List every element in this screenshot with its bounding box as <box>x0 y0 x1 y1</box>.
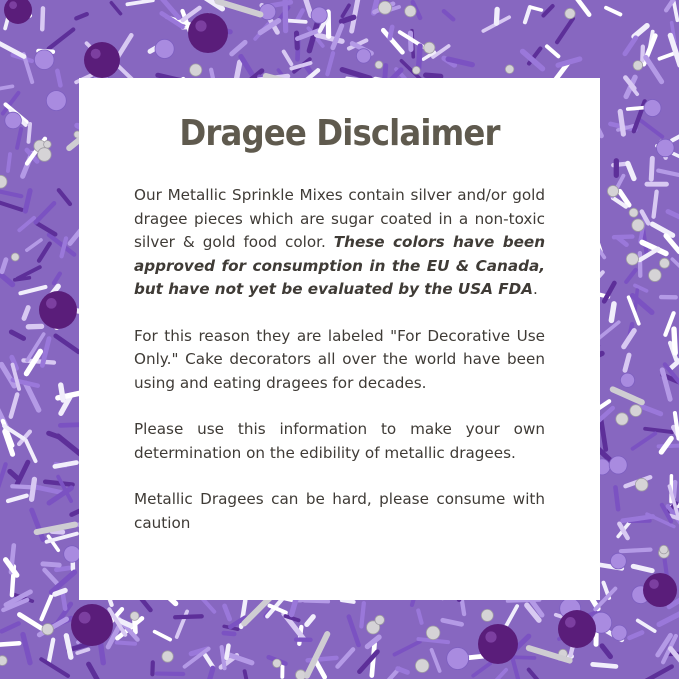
sprinkle-jimmy <box>615 487 618 509</box>
paragraph-metallic-mixes <box>134 184 545 302</box>
sprinkle-jimmy <box>664 558 666 575</box>
disclaimer-card <box>79 78 600 600</box>
sprinkle-jimmy <box>227 646 229 658</box>
sprinkle-jimmy <box>61 385 63 400</box>
purple-dragee-highlight <box>46 298 57 309</box>
purple-dragee-highlight <box>9 1 17 9</box>
silver-dragee <box>190 64 202 76</box>
purple-dragee <box>478 624 518 664</box>
silver-dragee <box>660 545 669 554</box>
sprinkle-jimmy <box>651 158 652 179</box>
lavender-pearl <box>155 39 174 58</box>
sprinkle-jimmy <box>654 192 657 217</box>
silver-dragee <box>424 42 435 53</box>
approval-emphasis: These colors have been approved for consumption in the EU & Canada, but have not yet be evaluated by the USA FDA <box>134 233 546 298</box>
purple-dragee-highlight <box>485 631 496 642</box>
paragraph-edibility: Please use this information to make your own determination on the edibility of metallic dragees. <box>134 420 545 462</box>
sprinkle-jimmy <box>418 46 420 69</box>
sprinkle-jimmy <box>620 112 623 135</box>
silver-dragee <box>11 253 19 261</box>
lavender-pearl <box>644 100 661 117</box>
paragraph-decorative-use: For this reason they are labeled "For Decorative Use Only." Cake decorators all over the world have been using and eating dragees for decades. <box>134 326 545 392</box>
lavender-pearl <box>620 373 634 387</box>
lavender-pearl <box>609 456 627 474</box>
sprinkle-jimmy <box>224 633 234 634</box>
silver-dragee <box>505 65 514 74</box>
silver-dragee <box>0 656 7 666</box>
sprinkle-jimmy <box>15 278 29 280</box>
sprinkle-jimmy <box>0 643 19 645</box>
sprinkle-jimmy <box>621 550 651 552</box>
paragraph-metallic-mixes-text: Our Metallic Sprinkle Mixes contain silver and/or gold dragee pieces which are sugar coated in a non-toxic silver & gold food color. <box>134 186 545 251</box>
lavender-pearl <box>356 49 370 63</box>
purple-dragee <box>84 42 120 78</box>
sprinkle-jimmy <box>43 564 59 565</box>
silver-dragee <box>635 478 648 491</box>
silver-dragee <box>412 66 420 74</box>
purple-dragee-highlight <box>195 20 206 31</box>
lavender-pearl <box>657 139 675 157</box>
purple-dragee <box>643 573 677 607</box>
silver-dragee <box>481 609 493 621</box>
disclaimer-title: Dragee Disclaimer <box>179 113 500 154</box>
sprinkle-jimmy <box>29 124 31 142</box>
silver-dragee <box>616 413 628 425</box>
lavender-pearl <box>64 546 81 563</box>
silver-dragee <box>130 612 139 621</box>
sprinkle-jimmy <box>611 304 614 320</box>
silver-dragee <box>649 269 662 282</box>
sprinkle-jimmy <box>56 568 69 570</box>
sprinkle-jimmy <box>62 592 65 609</box>
silver-dragee <box>626 253 638 265</box>
sprinkle-jimmy <box>390 27 392 38</box>
paragraph-end-period: . <box>532 280 538 298</box>
sprinkle-jimmy <box>245 671 247 679</box>
sprinkle-jimmy <box>361 603 363 626</box>
sprinkle-jimmy <box>45 482 72 485</box>
paragraph-caution: Metallic Dragees can be hard, please consume with caution <box>134 490 545 532</box>
lavender-pearl <box>311 7 327 23</box>
sprinkle-jimmy <box>175 616 201 617</box>
silver-dragee <box>38 148 52 162</box>
sprinkle-jimmy <box>674 482 675 497</box>
sprinkle-jimmy <box>42 8 43 29</box>
silver-dragee <box>415 659 429 673</box>
purple-dragee-highlight <box>565 617 576 628</box>
sprinkle-jimmy <box>298 600 328 601</box>
sprinkle-jimmy <box>614 237 632 238</box>
silver-dragee <box>375 61 383 69</box>
lavender-pearl <box>447 648 469 670</box>
purple-dragee-highlight <box>649 579 659 589</box>
silver-dragee <box>630 405 642 417</box>
sprinkle-jimmy <box>32 479 35 499</box>
sprinkle-jimmy <box>426 75 441 76</box>
silver-dragee <box>44 141 52 149</box>
silver-dragee <box>565 8 575 18</box>
purple-dragee-highlight <box>91 49 101 59</box>
lavender-pearl <box>46 91 66 111</box>
sprinkle-jimmy <box>674 329 675 353</box>
sprinkle-jimmy <box>287 21 306 22</box>
sprinkle-jimmy <box>117 642 135 643</box>
sprinkle-jimmy <box>101 643 104 663</box>
silver-dragee <box>273 659 282 668</box>
silver-dragee <box>633 61 643 71</box>
lavender-pearl <box>5 112 22 129</box>
sprinkle-jimmy <box>8 154 10 171</box>
lavender-pearl <box>612 625 627 640</box>
silver-dragee <box>42 624 53 635</box>
silver-dragee <box>426 626 440 640</box>
purple-dragee <box>188 13 228 53</box>
purple-dragee-highlight <box>79 612 91 624</box>
silver-dragee <box>629 208 638 217</box>
sprinkle-jimmy <box>398 669 408 673</box>
silver-dragee <box>660 258 670 268</box>
silver-dragee <box>375 615 384 624</box>
sprinkle-jimmy <box>285 0 286 31</box>
sprinkle-jimmy <box>57 71 60 85</box>
lavender-pearl <box>260 4 276 20</box>
sprinkle-jimmy <box>55 590 65 594</box>
sprinkle-jimmy <box>342 600 354 602</box>
purple-dragee <box>558 610 596 648</box>
silver-dragee <box>405 6 416 17</box>
silver-dragee <box>607 186 618 197</box>
sprinkle-jimmy <box>593 664 616 666</box>
purple-dragee <box>71 604 113 646</box>
lavender-pearl <box>34 50 54 70</box>
silver-dragee <box>379 1 392 14</box>
purple-dragee <box>39 291 77 329</box>
silver-dragee <box>162 651 173 662</box>
sprinkle-jimmy <box>496 9 497 23</box>
lavender-pearl <box>611 553 627 569</box>
silver-dragee <box>632 219 644 231</box>
